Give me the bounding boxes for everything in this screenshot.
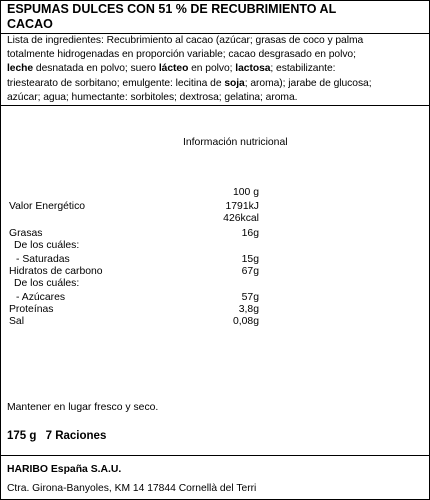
nutrition-row-label: Grasas: [9, 228, 43, 239]
net-weight: 175 g: [7, 430, 37, 442]
product-title: [7, 2, 417, 32]
ingredients-line: azúcar; agua; humectante: sorbitoles; dextrosa; gelatina; aroma.: [7, 91, 298, 103]
nutrition-energy-kcal: 426kcal: [223, 213, 259, 224]
storage-instructions: Mantener en lugar fresco y seco.: [7, 402, 159, 413]
nutrition-row-value: 16g: [241, 228, 259, 239]
nutrition-row-label: De los cuáles:: [14, 240, 80, 251]
nutrition-row-label: - Saturadas: [16, 254, 70, 265]
nutrition-row: [0, 277, 430, 291]
portions: 7 Raciones: [45, 430, 107, 442]
nutrition-per-row: [0, 186, 430, 200]
ingredients-text: ; aroma); jarabe de glucosa;: [244, 77, 372, 89]
ingredients-line: [7, 77, 425, 91]
nutrition-row-label: Proteínas: [9, 304, 54, 315]
nutrition-per-value: 100 g: [232, 187, 259, 198]
divider-ingredients: [0, 105, 430, 106]
product-title-line1: ESPUMAS DULCES CON 51 % DE RECUBRIMIENTO AL: [7, 2, 337, 16]
net-content: [7, 430, 112, 442]
nutrition-row-value: 15g: [241, 254, 259, 265]
ingredients-line: Lista de ingredientes: Recubrimiento al cacao (azúcar; grasas de coco y palma: [7, 35, 364, 46]
nutrition-row-label: Sal: [9, 316, 25, 327]
nutrition-heading: Información nutricional: [183, 137, 288, 148]
divider-company: [0, 455, 430, 456]
ingredients-text: desnatada en polvo; suero: [33, 63, 159, 75]
ingredients-line: [7, 62, 425, 76]
ingredients-list: [7, 34, 425, 105]
allergen-soy: soja: [224, 77, 245, 89]
nutrition-row-label: De los cuáles:: [14, 278, 80, 289]
allergen-milk: leche: [7, 63, 34, 75]
allergen-lactose: lactosa: [235, 63, 271, 75]
nutrition-energy-kj: 1791kJ: [225, 201, 259, 212]
ingredients-text: triestearato de sorbitano; emulgente: lecitina de: [7, 77, 225, 89]
nutrition-row-value: 0,08g: [232, 316, 259, 327]
allergen-dairy: lácteo: [158, 63, 189, 75]
nutrition-energy-label: Valor Energético: [9, 201, 86, 212]
ingredients-text: en polvo;: [188, 63, 236, 75]
company-address: Ctra. Girona-Banyoles, KM 14 17844 Cornellà del Terri: [7, 483, 257, 494]
company-name: HARIBO España S.A.U.: [7, 464, 122, 475]
nutrition-row-value: 57g: [241, 292, 259, 303]
product-title-line2: CACAO: [7, 17, 53, 31]
ingredients-text: ; estabilizante:: [270, 63, 336, 75]
nutrition-energy-kcal-row: [0, 212, 430, 226]
nutrition-row-label: Hidratos de carbono: [9, 266, 103, 277]
nutrition-row: [0, 239, 430, 253]
nutrition-row-label: - Azúcares: [16, 292, 66, 303]
ingredients-line: totalmente hidrogenadas en proporción variable; cacao desgrasado en polvo;: [7, 49, 356, 61]
nutrition-row-value: 67g: [241, 266, 259, 277]
nutrition-row: [0, 315, 430, 329]
nutrition-row-value: 3,8g: [238, 304, 259, 315]
